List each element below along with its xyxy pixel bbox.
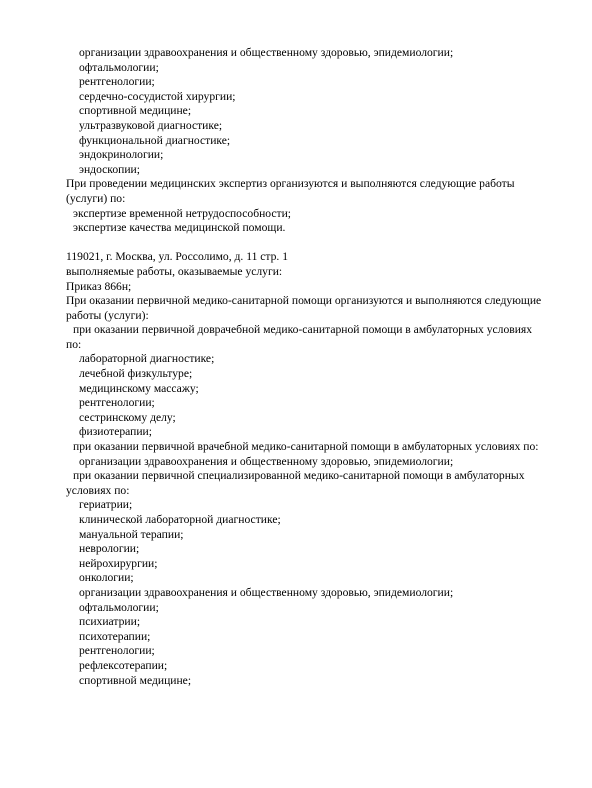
text-line: психиатрии; — [79, 615, 141, 629]
text-line: ультразвуковой диагностике; — [79, 118, 223, 132]
text-line: организации здравоохранения и общественному здоровью, эпидемиологии; — [79, 46, 454, 59]
text-line: неврологии; — [79, 542, 140, 556]
text-line: медицинскому массажу; — [79, 381, 199, 395]
document-text — [66, 46, 572, 688]
text-line: эндокринологии; — [79, 148, 164, 162]
text-line: мануальной терапии; — [79, 527, 184, 541]
text-line: (услуги) по: — [66, 191, 126, 205]
text-line: сердечно-сосудистой хирургии; — [79, 89, 236, 103]
text-line: психотерапии; — [79, 629, 151, 643]
text-line: рентгенологии; — [79, 644, 155, 658]
text-line: нейрохирургии; — [79, 556, 158, 570]
text-line: при оказании первичной врачебной медико-санитарной помощи в амбулаторных условиях по: — [73, 440, 539, 454]
text-line: офтальмологии; — [79, 60, 159, 74]
text-line: экспертизе временной нетрудоспособности; — [73, 206, 292, 220]
text-line: спортивной медицине; — [79, 104, 192, 118]
text-line: рефлексотерапии; — [79, 658, 168, 672]
text-line: при оказании первичной доврачебной медико-санитарной помощи в амбулаторных условиях — [73, 323, 533, 337]
text-line: 119021, г. Москва, ул. Россолимо, д. 11 стр. 1 — [66, 250, 289, 264]
text-line: лечебной физкультуре; — [79, 367, 193, 381]
blank-line — [66, 236, 572, 251]
text-line: организации здравоохранения и общественному здоровью, эпидемиологии; — [79, 454, 454, 468]
text-line: онкологии; — [79, 571, 134, 585]
text-line: клинической лабораторной диагностике; — [79, 513, 281, 526]
text-line: сестринскому делу; — [79, 410, 176, 424]
text-line: гериатрии; — [79, 498, 133, 512]
text-line: функциональной диагностике; — [79, 133, 231, 147]
text-line: выполняемые работы, оказываемые услуги: — [66, 264, 283, 278]
text-line: эндоскопии; — [79, 162, 140, 176]
text-line: по: — [66, 337, 82, 351]
text-line: физиотерапии; — [79, 425, 152, 439]
text-line: рентгенологии; — [79, 75, 155, 89]
text-line: Приказ 866н; — [66, 279, 132, 293]
text-line: лабораторной диагностике; — [79, 352, 215, 366]
text-line: условиях по: — [66, 483, 130, 497]
text-line: рентгенологии; — [79, 396, 155, 410]
text-line: работы (услуги): — [66, 308, 149, 322]
text-line: спортивной медицине; — [79, 673, 192, 687]
text-line: при оказании первичной специализированной медико-санитарной помощи в амбулаторных — [73, 469, 525, 483]
text-line: При проведении медицинских экспертиз организуются и выполняются следующие работы — [66, 177, 515, 191]
text-line: экспертизе качества медицинской помощи. — [73, 221, 286, 235]
text-line: При оказании первичной медико-санитарной помощи организуются и выполняются следующие — [66, 294, 542, 308]
text-line: офтальмологии; — [79, 600, 159, 614]
text-line: организации здравоохранения и общественному здоровью, эпидемиологии; — [79, 585, 454, 599]
